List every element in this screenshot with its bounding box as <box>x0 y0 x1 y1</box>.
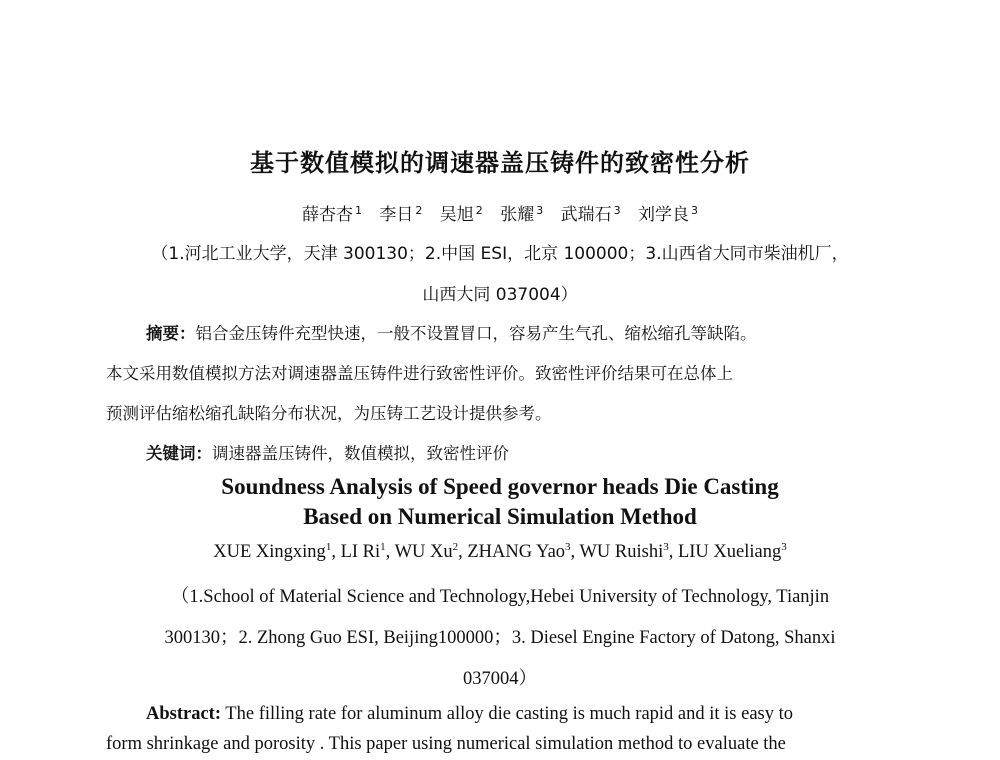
author: 武瑞石 $^3$ <box>560 204 621 225</box>
chinese-affiliation-line-2: 山西大同 037004） <box>422 285 578 305</box>
english-affiliation-line-2: 300130；2. Zhong Guo ESI, Beijing100000；3. Diesel Engine Factory of Datong, Shanxi <box>164 628 836 648</box>
author: 吴旭 $^2$ <box>439 204 483 225</box>
english-affiliation-line-1: （1.School of Material Science and Technology,Hebei University of Technology, Tianjin <box>170 587 830 607</box>
author: 刘学良 $^3$ <box>638 204 699 225</box>
author: WU Ruishi$^3$, <box>579 541 678 562</box>
chinese-keywords <box>106 440 896 464</box>
chinese-affiliation-line-1: （1.河北工业大学，天津 300130；2.中国 ESI，北京 100000；3.山西省大同市柴油机厂， <box>151 244 849 264</box>
author: 薛杏杏 $^1$ <box>301 204 362 225</box>
chinese-abstract-line-3: 预测评估缩松缩孔缺陷分布状况，为压铸工艺设计提供参考。 <box>106 404 552 423</box>
chinese-abstract-line-1 <box>106 320 896 344</box>
english-title-line-1: Soundness Analysis of Speed governor heads Die Casting <box>221 474 779 499</box>
english-affiliation-line-3: 037004） <box>462 669 537 689</box>
chinese-abstract-text: 铝合金压铸件充型快速，一般不设置冒口，容易产生气孔、缩松缩孔等缺陷。 <box>195 324 757 343</box>
author: WU Xu$^2$, <box>394 541 468 562</box>
chinese-abstract-label: 摘要： <box>146 324 196 343</box>
chinese-abstract-line-2: 本文采用数值模拟方法对调速器盖压铸件进行致密性评价。致密性评价结果可在总体上 <box>106 364 733 383</box>
english-title-line-2: Based on Numerical Simulation Method <box>303 504 697 529</box>
english-abstract-text: The filling rate for aluminum alloy die casting is much rapid and it is easy to <box>221 704 794 724</box>
chinese-keywords-label: 关键词： <box>146 444 212 463</box>
author: XUE Xingxing$^1$, <box>213 541 341 562</box>
chinese-keywords-text: 调速器盖压铸件，数值模拟，致密性评价 <box>212 444 509 463</box>
author: 李日 $^2$ <box>379 204 423 225</box>
author: 张耀 $^3$ <box>500 204 544 225</box>
english-authors <box>0 541 1000 563</box>
english-abstract-label: Abstract: <box>146 704 222 724</box>
author: LIU Xueliang$^3$ <box>677 541 787 562</box>
english-abstract-line-2: form shrinkage and porosity . This paper using numerical simulation method to evaluate the <box>106 734 786 754</box>
chinese-title: 基于数值模拟的调速器盖压铸件的致密性分析 <box>250 149 750 177</box>
english-abstract-line-1 <box>106 704 896 725</box>
author: LI Ri$^1$, <box>340 541 395 562</box>
chinese-authors <box>0 200 1000 225</box>
author: ZHANG Yao$^3$, <box>467 541 580 562</box>
